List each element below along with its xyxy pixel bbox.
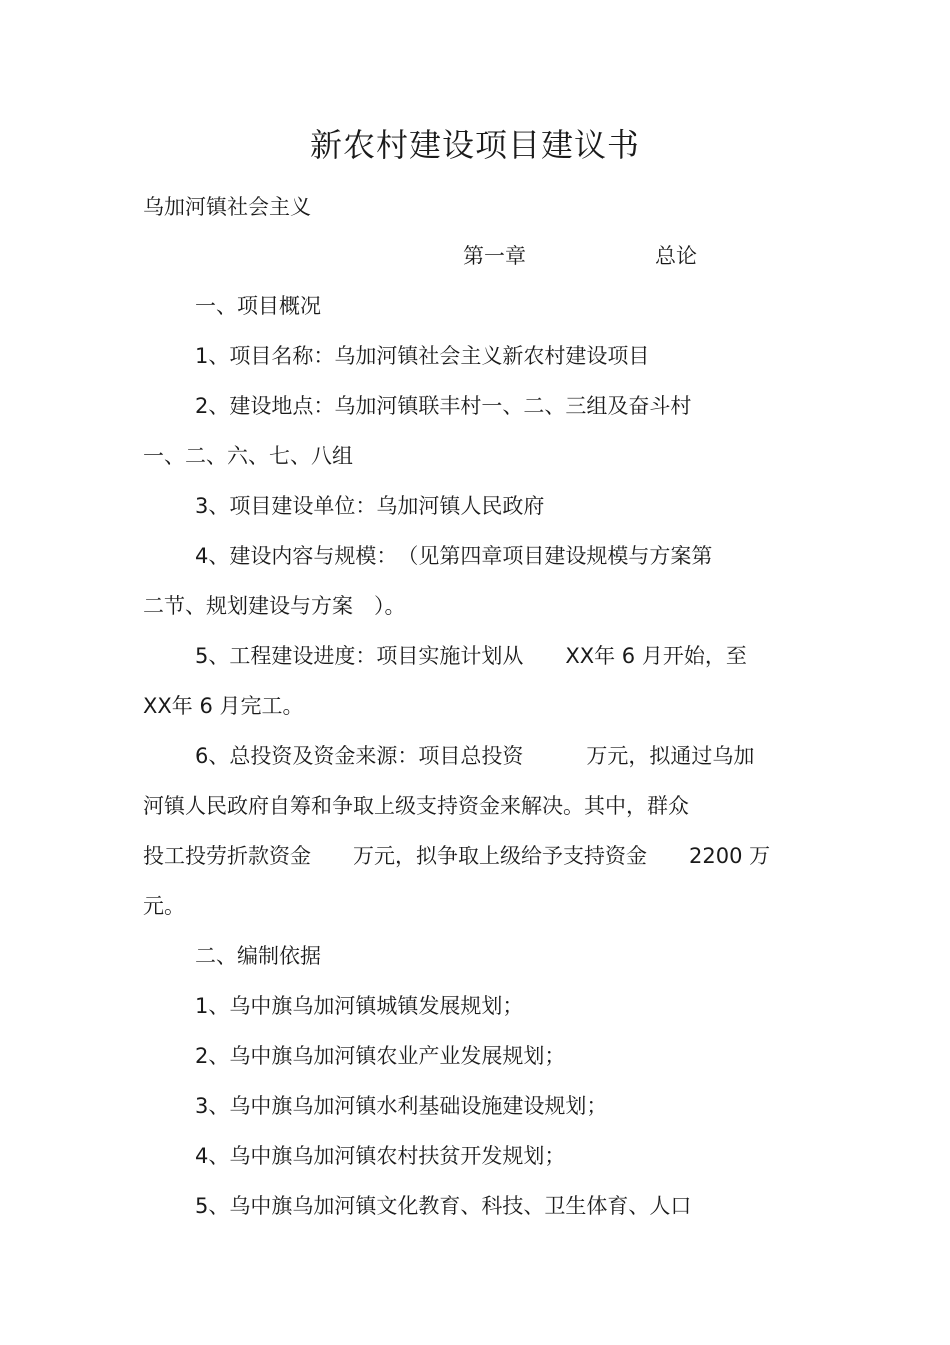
- section-heading: 一、项目概况: [195, 294, 321, 318]
- paragraph-line: 3、项目建设单位：乌加河镇人民政府: [195, 494, 545, 518]
- paragraph-line: 5、工程建设进度：项目实施计划从 XX年 6 月开始，至: [195, 644, 747, 668]
- paragraph-line: 元。: [143, 894, 185, 918]
- paragraph-line: 二节、规划建设与方案 ）。: [143, 594, 406, 618]
- list-item: 3、乌中旗乌加河镇水利基础设施建设规划；: [195, 1094, 608, 1118]
- paragraph-line: 2、建设地点：乌加河镇联丰村一、二、三组及奋斗村: [195, 394, 692, 418]
- paragraph-line: 4、建设内容与规模： （见第四章项目建设规模与方案第: [195, 544, 713, 568]
- paragraph-line: 投工投劳折款资金 万元，拟争取上级给予支持资金 2200 万: [143, 844, 771, 868]
- document-subtitle: 乌加河镇社会主义: [143, 195, 311, 219]
- list-item: 5、乌中旗乌加河镇文化教育、科技、卫生体育、人口: [195, 1194, 692, 1218]
- chapter-number: 第一章: [463, 244, 526, 268]
- document-title: 新农村建设项目建议书: [309, 126, 640, 164]
- paragraph-line: XX年 6 月完工。: [143, 694, 304, 718]
- paragraph-line: 河镇人民政府自筹和争取上级支持资金来解决。其中，群众: [143, 794, 689, 818]
- list-item: 2、乌中旗乌加河镇农业产业发展规划；: [195, 1044, 566, 1068]
- paragraph-line: 1、项目名称：乌加河镇社会主义新农村建设项目: [195, 344, 650, 368]
- paragraph-line: 6、总投资及资金来源：项目总投资 万元，拟通过乌加: [195, 744, 755, 768]
- paragraph-line: 一、二、六、七、八组: [143, 444, 353, 468]
- section-heading: 二、编制依据: [195, 944, 321, 968]
- list-item: 4、乌中旗乌加河镇农村扶贫开发规划；: [195, 1144, 566, 1168]
- list-item: 1、乌中旗乌加河镇城镇发展规划；: [195, 994, 524, 1018]
- chapter-name: 总论: [655, 244, 697, 268]
